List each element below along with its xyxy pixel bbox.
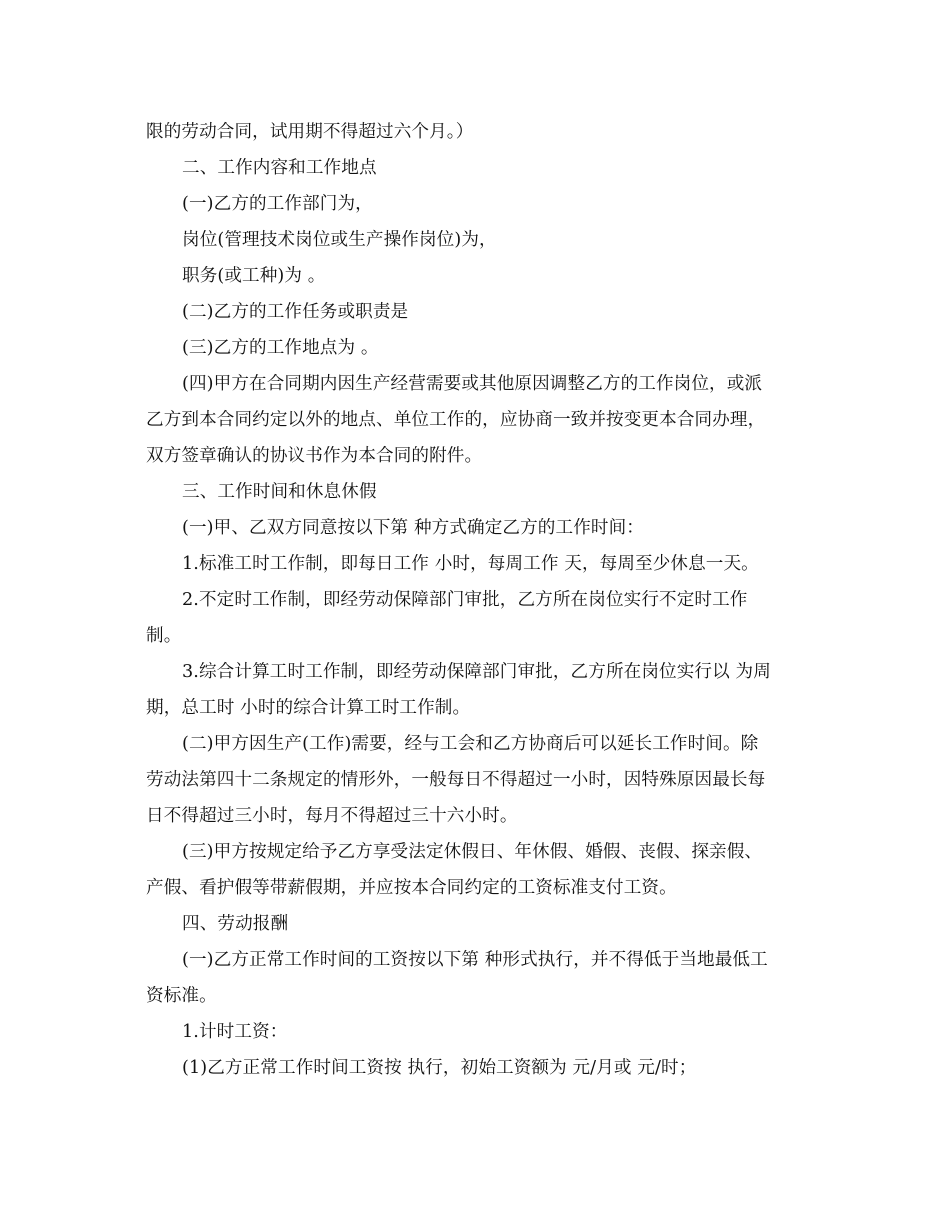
clause-line: (二)甲方因生产(工作)需要，经与工会和乙方协商后可以延长工作时间。除 [182,734,759,754]
text-line: 双方签章确认的协议书作为本合同的附件。 [146,446,483,466]
text-line: 日不得超过三小时，每月不得超过三十六小时。 [146,806,518,826]
text-line: 劳动法第四十二条规定的情形外，一般每日不得超过一小时，因特殊原因最长每 [146,770,766,790]
clause-line: (二)乙方的工作任务或职责是 [182,302,409,322]
document-body [146,114,812,1086]
clause-line: (四)甲方在合同期内因生产经营需要或其他原因调整乙方的工作岗位，或派 [182,374,763,394]
section-heading: 四、劳动报酬 [182,914,289,934]
section-heading: 二、工作内容和工作地点 [182,158,377,178]
text-line: 资标准。 [146,986,217,1006]
clause-line: (一)甲、乙双方同意按以下第 种方式确定乙方的工作时间： [182,518,644,538]
clause-line: (一)乙方的工作部门为， [182,194,373,214]
clause-line: 1.标准工时工作制，即每日工作 小时，每周工作 天，每周至少休息一天。 [182,554,759,574]
clause-line: (三)甲方按规定给予乙方享受法定休假日、年休假、婚假、丧假、探亲假、 [182,842,763,862]
text-line: 乙方到本合同约定以外的地点、单位工作的，应协商一致并按变更本合同办理， [146,410,766,430]
clause-line: (1)乙方正常工作时间工资按 执行，初始工资额为 元/月或 元/时； [182,1058,697,1078]
clause-line: 职务(或工种)为 。 [182,266,326,286]
clause-line: 2.不定时工作制，即经劳动保障部门审批，乙方所在岗位实行不定时工作 [182,590,748,610]
clause-line: (一)乙方正常工作时间的工资按以下第 种形式执行，并不得低于当地最低工 [182,950,768,970]
clause-line: (三)乙方的工作地点为 。 [182,338,379,358]
text-line: 期，总工时 小时的综合计算工时工作制。 [146,698,471,718]
clause-line: 岗位(管理技术岗位或生产操作岗位)为， [182,230,497,250]
section-heading: 三、工作时间和休息休假 [182,482,377,502]
clause-line: 1.计时工资： [182,1022,288,1042]
text-line: 限的劳动合同，试用期不得超过六个月。） [146,122,474,142]
clause-line: 3.综合计算工时工作制，即经劳动保障部门审批，乙方所在岗位实行以 为周 [182,662,771,682]
text-line: 制。 [146,626,182,646]
text-line: 产假、看护假等带薪假期，并应按本合同约定的工资标准支付工资。 [146,878,677,898]
